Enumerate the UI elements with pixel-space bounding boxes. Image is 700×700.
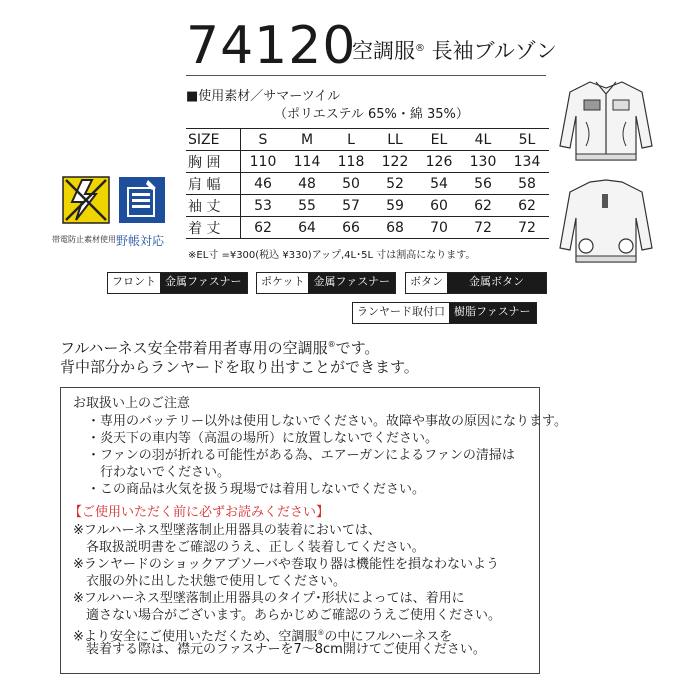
registered-mark: ® <box>415 43 425 54</box>
warning-line: ※フルハーネス型墜落制止用器具のタイプ･形状によっては、着用に <box>73 591 465 606</box>
model-number: 74120 <box>186 16 357 76</box>
size-cell: 50 <box>342 175 360 192</box>
size-cell: 53 <box>254 197 272 214</box>
size-col: S <box>258 131 268 148</box>
size-cell: 52 <box>386 175 404 192</box>
warning-line-tail: の中にフルハーネスを <box>324 629 453 645</box>
size-row-length <box>186 217 549 239</box>
warning-line: 衣服の外に出した状態で使用してください。 <box>73 574 347 589</box>
product-name-main: 空調服 <box>352 39 415 63</box>
lead-line-2: 背中部分からランヤードを取り出すことができます。 <box>60 358 419 376</box>
size-col: 4L <box>474 131 492 148</box>
size-col: M <box>300 131 314 148</box>
size-cell: 72 <box>518 219 536 236</box>
header-rule <box>186 75 546 76</box>
tag-button <box>405 272 547 294</box>
warning-line: 適さない場合がございます。あらかじめご確認のうえご使用ください。 <box>73 608 501 623</box>
size-cell: 122 <box>381 153 409 170</box>
size-col: LL <box>387 131 403 148</box>
tag-value: 樹脂ファスナー <box>449 303 536 323</box>
jacket-back-illustration <box>556 176 656 270</box>
size-row-shoulder <box>186 173 549 195</box>
caution-item: ・この商品は火気を扱う現場では着用しないでください。 <box>87 482 426 497</box>
size-table <box>186 128 549 239</box>
tag-value: 金属ファスナー <box>308 273 395 293</box>
warning-line: 各取扱説明書をご確認のうえ、正しく装着してください。 <box>73 540 425 555</box>
notebook-pocket-icon <box>118 176 166 224</box>
caution-item: ・専用のバッテリー以外は使用しないでください。故障や事故の原因になります。 <box>87 414 567 429</box>
warning-registered-mark: ® <box>317 629 325 637</box>
tag-key: ランヤード取付口 <box>353 303 449 323</box>
size-cell: 68 <box>386 219 404 236</box>
size-cell: 110 <box>249 153 277 170</box>
warning-title: 【ご使用いただく前に必ずお読みください】 <box>69 505 330 520</box>
tag-key: ポケット <box>257 273 308 293</box>
material-label: ■使用素材／サマーツイル <box>186 89 341 104</box>
size-cell: 134 <box>513 153 541 170</box>
tag-key: フロント <box>108 273 160 293</box>
size-cell: 59 <box>386 197 404 214</box>
size-header-label: SIZE <box>186 129 241 151</box>
size-cell: 57 <box>342 197 360 214</box>
size-note: ※EL寸 =¥300(税込 ¥330)アップ,4L･5L 寸は割高になります。 <box>188 250 476 261</box>
size-cell: 118 <box>337 153 365 170</box>
lead-registered-mark: ® <box>327 340 336 349</box>
lead-text <box>60 335 419 377</box>
lead-line-1-b: です。 <box>335 339 380 357</box>
size-cell: 48 <box>298 175 316 192</box>
caution-title: お取扱い上のご注意 <box>73 396 191 411</box>
caution-item: ・炎天下の車内等（高温の場所）に放置しないでください。 <box>87 431 439 446</box>
row-label: 袖 丈 <box>186 195 241 217</box>
size-row-chest <box>186 151 549 173</box>
tag-lanyard <box>352 302 537 324</box>
size-col: L <box>347 131 355 148</box>
product-name-suffix: 長袖ブルゾン <box>425 39 557 63</box>
size-cell: 126 <box>425 153 453 170</box>
tag-value: 金属ボタン <box>447 273 546 293</box>
row-label: 胸 囲 <box>186 151 241 173</box>
size-cell: 56 <box>474 175 492 192</box>
caution-item: 行わないでください。 <box>87 465 231 480</box>
size-cell: 46 <box>254 175 272 192</box>
antistatic-icon <box>62 176 110 224</box>
warning-line: 装着する際は、襟元のファスナーを7〜8cm開けてご使用ください。 <box>73 642 486 657</box>
size-cell: 114 <box>293 153 321 170</box>
size-cell: 55 <box>298 197 316 214</box>
size-cell: 130 <box>469 153 497 170</box>
size-cell: 70 <box>430 219 448 236</box>
size-row-sleeve <box>186 195 549 217</box>
lead-line-1 <box>60 335 419 358</box>
caution-item: ・ファンの羽が折れる可能性がある為、エアーガンによるファンの清掃は <box>87 448 515 463</box>
size-cell: 54 <box>430 175 448 192</box>
size-cell: 62 <box>474 197 492 214</box>
tag-value: 金属ファスナー <box>160 273 247 293</box>
caution-box <box>60 387 567 674</box>
row-label: 着 丈 <box>186 217 241 239</box>
material-composition: （ポリエステル 65%・綿 35%） <box>274 107 469 122</box>
product-name <box>352 38 557 64</box>
tag-pocket <box>256 272 396 294</box>
jacket-front-illustration <box>556 76 656 168</box>
size-col: EL <box>430 131 448 148</box>
notebook-caption: 野帳対応 <box>116 234 165 248</box>
size-col: 5L <box>518 131 536 148</box>
size-header-row <box>186 129 549 151</box>
warning-line: ※ランヤードのショックアブソーバや巻取り器は機能性を損なわないよう <box>73 557 499 572</box>
size-cell: 72 <box>474 219 492 236</box>
lead-line-1-a: フルハーネス安全帯着用者専用の空調服 <box>60 339 328 357</box>
warning-line-head: ※より安全にご使用いただくため、空調服 <box>73 629 318 645</box>
tag-key: ボタン <box>406 273 447 293</box>
size-cell: 60 <box>430 197 448 214</box>
size-cell: 62 <box>254 219 272 236</box>
size-cell: 64 <box>298 219 316 236</box>
warning-line: ※フルハーネス型墜落制止用器具の装着においては、 <box>73 523 381 538</box>
tag-front <box>107 272 248 294</box>
row-label: 肩 幅 <box>186 173 241 195</box>
size-cell: 62 <box>518 197 536 214</box>
antistatic-caption: 帯電防止素材使用 <box>52 235 116 244</box>
size-cell: 58 <box>518 175 536 192</box>
size-cell: 66 <box>342 219 360 236</box>
